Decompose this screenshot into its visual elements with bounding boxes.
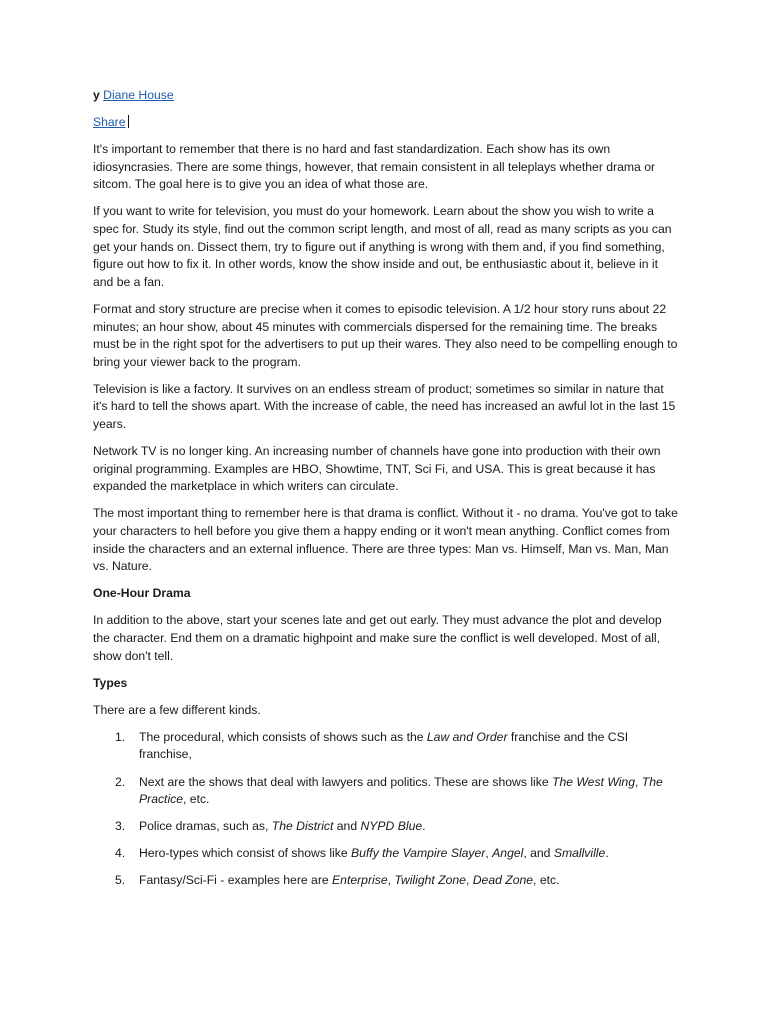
share-link[interactable]: Share bbox=[93, 115, 126, 130]
list-item-title: Buffy the Vampire Slayer bbox=[351, 846, 486, 861]
list-item-text: , etc. bbox=[533, 873, 560, 888]
list-item-text: , etc. bbox=[183, 792, 210, 807]
share-row bbox=[93, 114, 678, 132]
list-item bbox=[93, 845, 678, 863]
list-item bbox=[93, 872, 678, 890]
article bbox=[93, 87, 678, 899]
list-item bbox=[93, 774, 678, 809]
byline-prefix: y bbox=[93, 88, 100, 102]
paragraph: It's important to remember that there is no hard and fast standardization. Each show has its own idiosyncrasies. There are some things, however, that remain consistent in all teleplays whether drama or sitcom. The goal here is to give you an idea of what those are. bbox=[93, 142, 656, 192]
types-list bbox=[93, 729, 678, 890]
list-item-title: Smallville bbox=[553, 846, 606, 861]
list-item-number: 1. bbox=[115, 729, 126, 744]
paragraph: Format and story structure are precise when it comes to episodic television. A 1/2 hour story runs about 22 minutes; an hour show, about 45 minutes with commercials dispersed for the remaining time. The breaks must be in the right spot for the advertisers to put up their wares. They also need to be compelling enough to bring your viewer back to the program. bbox=[93, 301, 678, 369]
list-item-title: The Practice bbox=[139, 774, 663, 807]
list-item-text: franchise and the CSI franchise, bbox=[139, 729, 629, 762]
list-item-number: 4. bbox=[115, 846, 126, 861]
list-item-text: Next are the shows that deal with lawyers and politics. These are shows like bbox=[139, 774, 552, 789]
text-cursor bbox=[128, 115, 130, 128]
paragraph: Television is like a factory. It survives on an endless stream of product; sometimes so similar in nature that it's hard to tell the shows apart. With the increase of cable, the need has increased an awful lot in the last 15 years. bbox=[93, 381, 676, 431]
paragraph: Network TV is no longer king. An increasing number of channels have gone into production with their own original programming. Examples are HBO, Showtime, TNT, Sci Fi, and USA. This is great because it has expanded the marketplace in which writers can circulate. bbox=[93, 444, 661, 494]
list-item-title: Enterprise bbox=[332, 873, 388, 888]
list-item-text: , bbox=[465, 873, 473, 888]
paragraph: There are a few different kinds. bbox=[93, 702, 261, 717]
list-item bbox=[93, 729, 678, 764]
list-item-title: The District bbox=[271, 819, 334, 834]
list-item-text: Hero-types which consist of shows like bbox=[139, 846, 352, 861]
list-item-title: Law and Order bbox=[426, 729, 508, 744]
list-item-number: 2. bbox=[115, 774, 126, 789]
list-item-text: Fantasy/Sci-Fi - examples here are bbox=[139, 873, 333, 888]
list-item-number: 5. bbox=[115, 873, 126, 888]
list-item-text: , bbox=[634, 774, 642, 789]
list-item-text: The procedural, which consists of shows such as the bbox=[139, 729, 427, 744]
section-heading-one-hour-drama: One-Hour Drama bbox=[93, 586, 191, 601]
list-item-text: . bbox=[422, 819, 426, 834]
author-link[interactable]: Diane House bbox=[103, 88, 174, 102]
list-item bbox=[93, 818, 678, 836]
paragraph: If you want to write for television, you must do your homework. Learn about the show you wish to write a spec for. Study its style, find out the common script length, and most of all, read as many scripts as you can get your hands on. Dissect them, try to figure out if anything is wrong with them and, if you find something, figure out how to fix it. In other words, know the show inside and out, be enthusiastic about it, believe in it and be a fan. bbox=[93, 204, 672, 289]
list-item-number: 3. bbox=[115, 819, 126, 834]
list-item-text: , and bbox=[523, 846, 554, 861]
list-item-title: Twilight Zone bbox=[394, 873, 466, 888]
list-item-title: Dead Zone bbox=[472, 873, 534, 888]
list-item-text: , bbox=[387, 873, 395, 888]
list-item-text: . bbox=[605, 846, 609, 861]
list-item-text: , bbox=[485, 846, 493, 861]
list-item-text: and bbox=[333, 819, 361, 834]
section-heading-types: Types bbox=[93, 675, 128, 690]
list-item-text: Police dramas, such as, bbox=[139, 819, 272, 834]
paragraph: The most important thing to remember here is that drama is conflict. Without it - no drama. You've got to take your characters to hell before you give them a happy ending or it won't mean anything. Conflict comes from inside the characters and an external influence. There are three types: Man vs. Himself, Man vs. Man, Man vs. Nature. bbox=[93, 506, 678, 574]
list-item-title: NYPD Blue bbox=[360, 819, 423, 834]
list-item-title: The West Wing bbox=[552, 774, 635, 789]
paragraph: In addition to the above, start your scenes late and get out early. They must advance the plot and develop the character. End them on a dramatic highpoint and make sure the conflict is well developed. Most of all, show don't tell. bbox=[93, 613, 662, 663]
byline bbox=[93, 87, 678, 105]
list-item-title: Angel bbox=[492, 846, 524, 861]
